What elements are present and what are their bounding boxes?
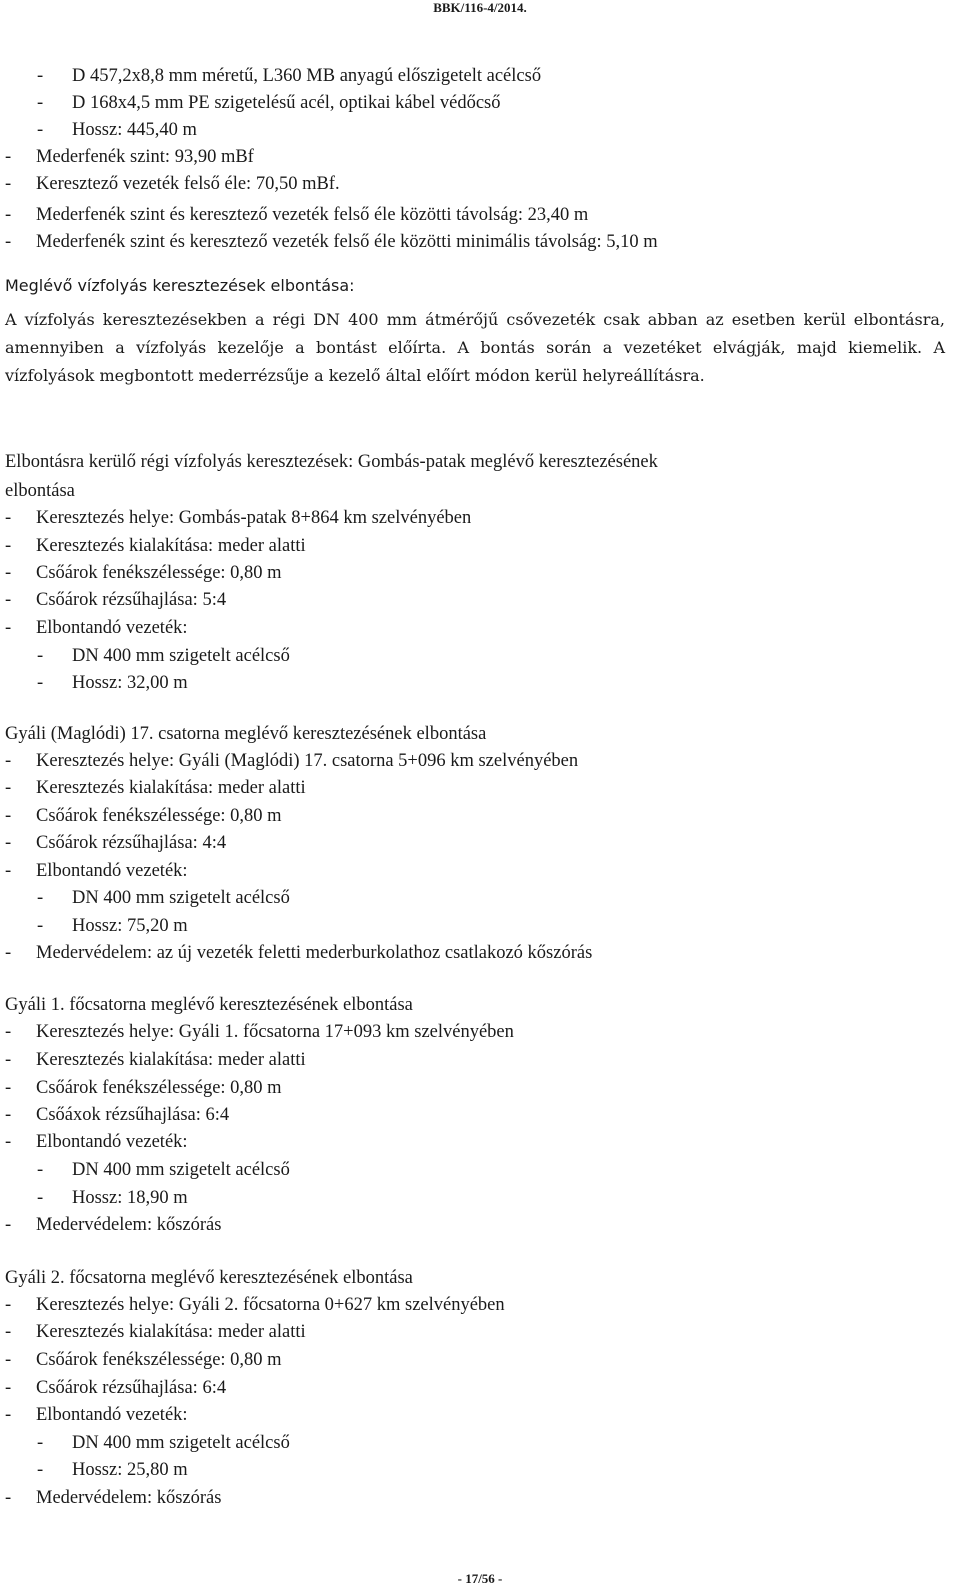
bullet-dash: - — [5, 1050, 12, 1070]
bullet-dash: - — [37, 1433, 44, 1453]
list-item: - Csőárok fenékszélessége: 0,80 m — [0, 560, 960, 586]
list-item: - Csőárok rézsűhajlása: 4:4 — [0, 830, 960, 856]
bullet-dash: - — [5, 1105, 12, 1125]
bullet-dash: - — [5, 778, 12, 798]
list-item: - Mederfenék szint: 93,90 mBf — [0, 144, 960, 170]
bullet-dash: - — [5, 147, 12, 167]
sub-list-item: - DN 400 mm szigetelt acélcső — [0, 885, 960, 911]
list-item: - Medervédelem: az új vezeték feletti mederburkolathoz csatlakozó kőszórás — [0, 940, 960, 966]
list-item: - Keresztezés kialakítása: meder alatti — [0, 533, 960, 559]
list-item: - Csőárok rézsűhajlása: 5:4 — [0, 587, 960, 613]
block-title: Gyáli 1. főcsatorna meglévő keresztezésének elbontása — [5, 995, 413, 1015]
bullet-dash: - — [5, 1215, 12, 1235]
bullet-dash: - — [5, 751, 12, 771]
list-item: - Mederfenék szint és keresztező vezeték felső éle közötti minimális távolság: 5,10 m — [0, 229, 960, 255]
bullet-dash: - — [5, 232, 12, 252]
list-item: - Csőárok rézsűhajlása: 6:4 — [0, 1375, 960, 1401]
list-item: - Csőárok fenékszélessége: 0,80 m — [0, 1347, 960, 1373]
list-item: - Keresztezés kialakítása: meder alatti — [0, 1319, 960, 1345]
bullet-dash: - — [5, 1132, 12, 1152]
bullet-dash: - — [5, 1078, 12, 1098]
list-item: - Mederfenék szint és keresztező vezeték felső éle közötti távolság: 23,40 m — [0, 202, 960, 228]
block-title: Gyáli (Maglódi) 17. csatorna meglévő keresztezésének elbontása — [5, 724, 487, 744]
bullet-dash: - — [5, 943, 12, 963]
list-item: - Medervédelem: kőszórás — [0, 1212, 960, 1238]
bullet-dash: - — [5, 205, 12, 225]
bullet-dash: - — [37, 1160, 44, 1180]
block-title-continuation: elbontása — [5, 481, 75, 501]
list-item: - Keresztezés helye: Gyáli 1. főcsatorna 17+093 km szelvényében — [0, 1019, 960, 1045]
block-title: Gyáli 2. főcsatorna meglévő keresztezésének elbontása — [5, 1268, 413, 1288]
bullet-dash: - — [5, 1322, 12, 1342]
section-heading: Meglévő vízfolyás keresztezések elbontása: — [5, 276, 355, 295]
sub-list-item: - Hossz: 32,00 m — [0, 670, 960, 696]
document-reference-header: BBK/116-4/2014. — [433, 0, 527, 15]
bullet-dash: - — [37, 1188, 44, 1208]
list-item: - Keresztezés kialakítása: meder alatti — [0, 1047, 960, 1073]
bullet-dash: - — [5, 833, 12, 853]
list-item: - Hossz: 445,40 m — [0, 117, 960, 143]
bullet-dash: - — [37, 120, 44, 140]
bullet-dash: - — [5, 590, 12, 610]
list-item: - Keresztező vezeték felső éle: 70,50 mBf. — [0, 171, 960, 197]
bullet-dash: - — [5, 1022, 12, 1042]
list-item: - Csőáxok rézsűhajlása: 6:4 — [0, 1102, 960, 1128]
list-item: - D 168x4,5 mm PE szigetelésű acél, optikai kábel védőcső — [0, 90, 960, 116]
list-item: - Keresztezés helye: Gombás-patak 8+864 km szelvényében — [0, 505, 960, 531]
list-item: - Elbontandó vezeték: — [0, 858, 960, 884]
bullet-dash: - — [37, 93, 44, 113]
sub-list-item: - DN 400 mm szigetelt acélcső — [0, 643, 960, 669]
bullet-dash: - — [37, 888, 44, 908]
bullet-dash: - — [37, 1460, 44, 1480]
sub-list-item: - Hossz: 25,80 m — [0, 1457, 960, 1483]
bullet-dash: - — [5, 1488, 12, 1508]
list-item: - Keresztezés helye: Gyáli (Maglódi) 17. csatorna 5+096 km szelvényében — [0, 748, 960, 774]
bullet-dash: - — [37, 673, 44, 693]
bullet-dash: - — [5, 174, 12, 194]
sub-list-item: - DN 400 mm szigetelt acélcső — [0, 1157, 960, 1183]
page-number: - 17/56 - — [457, 1571, 503, 1586]
list-item: - Csőárok fenékszélessége: 0,80 m — [0, 803, 960, 829]
sub-list-item: - DN 400 mm szigetelt acélcső — [0, 1430, 960, 1456]
sub-list-item: - Hossz: 75,20 m — [0, 913, 960, 939]
bullet-dash: - — [5, 1350, 12, 1370]
bullet-dash: - — [37, 646, 44, 666]
bullet-dash: - — [5, 806, 12, 826]
list-item: - Keresztezés kialakítása: meder alatti — [0, 775, 960, 801]
bullet-dash: - — [5, 1295, 12, 1315]
list-item: - Elbontandó vezeték: — [0, 1129, 960, 1155]
bullet-dash: - — [37, 916, 44, 936]
bullet-dash: - — [5, 618, 12, 638]
bullet-dash: - — [5, 508, 12, 528]
list-item: - Keresztezés helye: Gyáli 2. főcsatorna 0+627 km szelvényében — [0, 1292, 960, 1318]
sub-list-item: - Hossz: 18,90 m — [0, 1185, 960, 1211]
list-item: - Elbontandó vezeték: — [0, 615, 960, 641]
bullet-dash: - — [5, 563, 12, 583]
bullet-dash: - — [5, 1405, 12, 1425]
bullet-dash: - — [37, 66, 44, 86]
list-item: - Medervédelem: kőszórás — [0, 1485, 960, 1511]
block-title: Elbontásra kerülő régi vízfolyás keresztezések: Gombás-patak meglévő keresztezésének — [5, 452, 658, 472]
bullet-dash: - — [5, 536, 12, 556]
list-item: - Csőárok fenékszélessége: 0,80 m — [0, 1075, 960, 1101]
list-item: - D 457,2x8,8 mm méretű, L360 MB anyagú előszigetelt acélcső — [0, 63, 960, 89]
list-item: - Elbontandó vezeték: — [0, 1402, 960, 1428]
bullet-dash: - — [5, 861, 12, 881]
bullet-dash: - — [5, 1378, 12, 1398]
section-paragraph: A vízfolyás keresztezésekben a régi DN 400 mm átmérőjű csővezeték csak abban az esetben kerül elbontásra, amennyiben a vízfolyás kezelője a bontást előírta. A bontás során a vezetéket elvágják, majd kiemelik. A vízfolyások megbontott mederrézsűje a kezelő által előírt módon kerül helyreállításra. — [5, 310, 945, 385]
